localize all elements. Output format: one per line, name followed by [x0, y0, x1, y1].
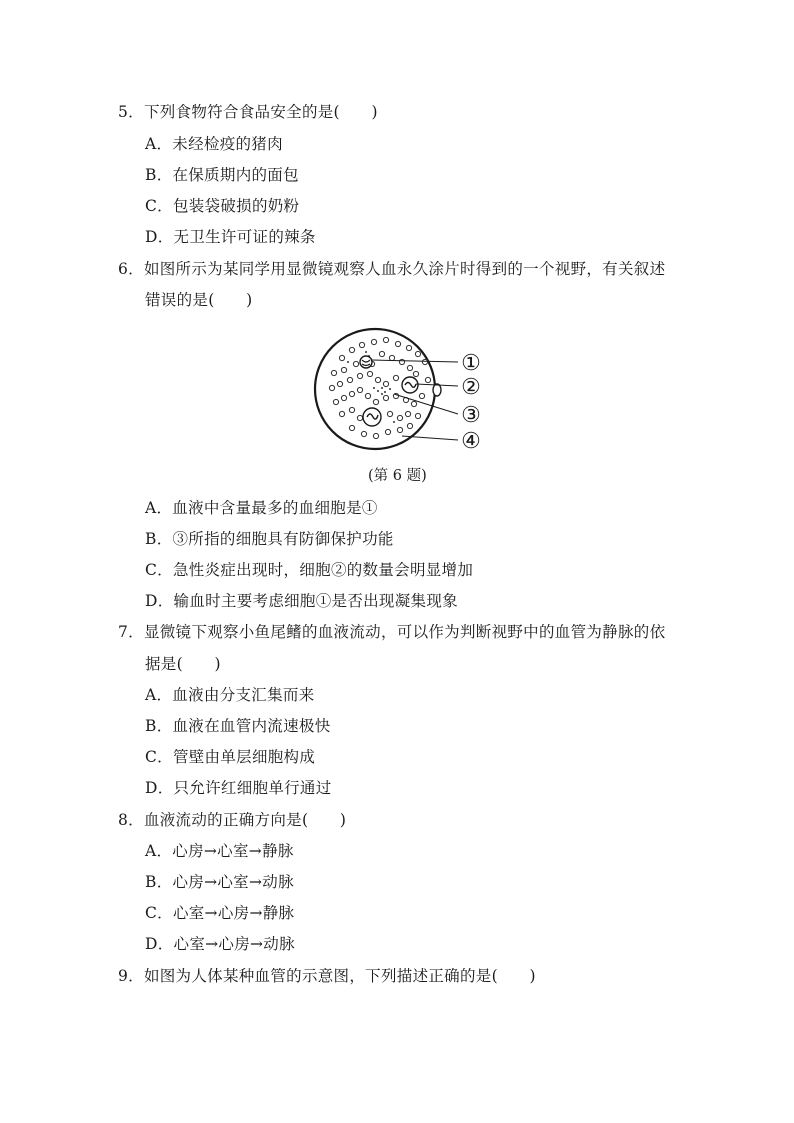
- question-6-stem-continued: 错误的是( ): [145, 291, 253, 309]
- question-5-option-a: A．未经检疫的猪肉: [145, 135, 283, 153]
- question-8-option-c: C．心室→心房→静脉: [145, 904, 295, 922]
- question-7-option-c: C．管壁由单层细胞构成: [145, 748, 316, 766]
- question-7-option-d: D．只允许红细胞单行通过: [145, 779, 332, 797]
- label-4: ④: [461, 429, 481, 454]
- figure-caption: (第 6 题): [368, 468, 427, 484]
- question-5-stem: 5．下列食物符合食品安全的是( ): [118, 103, 378, 121]
- blood-smear-figure: [312, 318, 492, 458]
- figure-labels: [461, 351, 481, 454]
- question-6-option-a: A．血液中含量最多的血细胞是①: [145, 499, 378, 517]
- label-2: ②: [461, 375, 481, 400]
- question-8-option-b: B．心房→心室→动脉: [145, 873, 294, 891]
- question-7-stem: 7．显微镜下观察小鱼尾鳍的血液流动，可以作为判断视野中的血管为静脉的依: [118, 623, 666, 641]
- question-6-option-c: C．急性炎症出现时，细胞②的数量会明显增加: [145, 561, 474, 579]
- question-8-option-a: A．心房→心室→静脉: [145, 842, 294, 860]
- question-5-option-c: C．包装袋破损的奶粉: [145, 197, 300, 215]
- question-7-option-b: B．血液在血管内流速极快: [145, 717, 331, 735]
- question-6-stem: 6．如图所示为某同学用显微镜观察人血永久涂片时得到的一个视野，有关叙述: [118, 260, 666, 278]
- question-5-option-b: B．在保质期内的面包: [145, 166, 299, 184]
- question-5-option-d: D．无卫生许可证的辣条: [145, 228, 316, 246]
- question-9-stem: 9．如图为人体某种血管的示意图，下列描述正确的是( ): [118, 967, 536, 985]
- question-6-option-b: B．③所指的细胞具有防御保护功能: [145, 530, 394, 548]
- question-7-stem-continued: 据是( ): [145, 655, 221, 673]
- label-3: ③: [461, 403, 481, 428]
- question-8-stem: 8．血液流动的正确方向是( ): [118, 811, 347, 829]
- label-1: ①: [461, 351, 481, 376]
- question-7-option-a: A．血液由分支汇集而来: [145, 686, 315, 704]
- question-8-option-d: D．心室→心房→动脉: [145, 935, 295, 953]
- question-6-option-d: D．输血时主要考虑细胞①是否出现凝集现象: [145, 592, 458, 610]
